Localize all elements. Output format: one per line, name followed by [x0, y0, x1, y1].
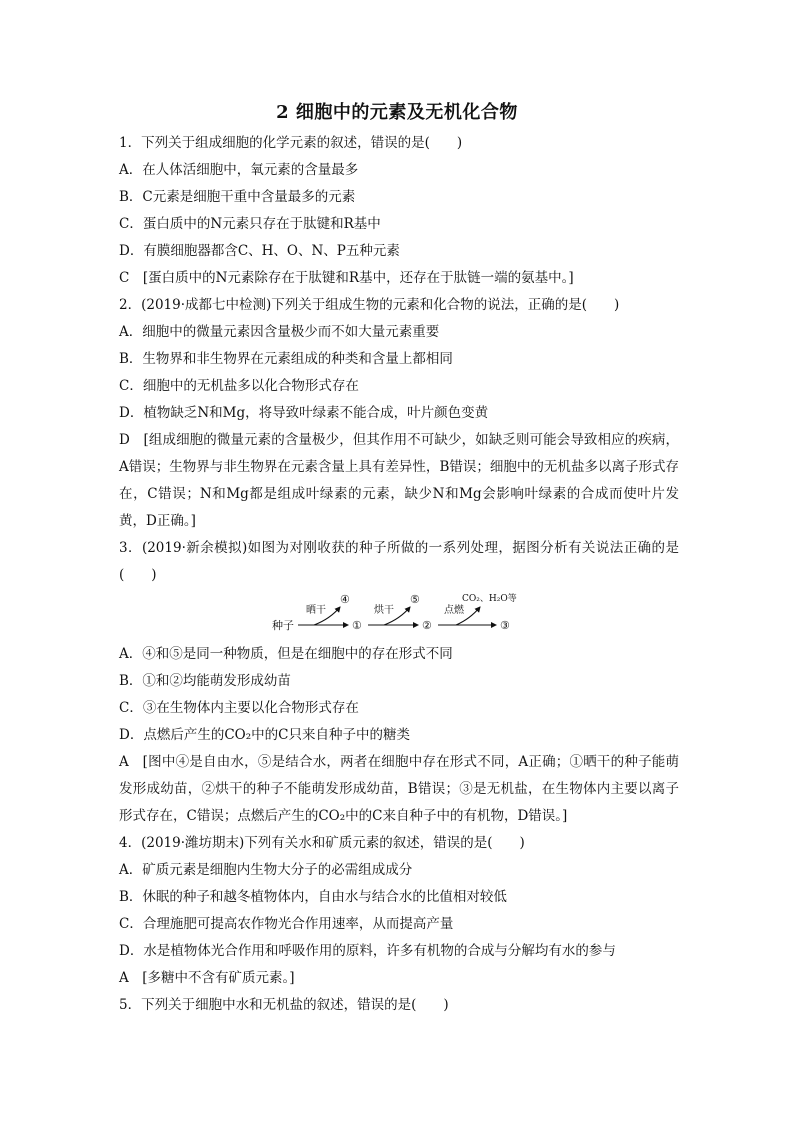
question-2-option-c: C．细胞中的无机盐多以化合物形式存在 — [119, 378, 359, 394]
question-4-option-a: A．矿质元素是细胞内生物大分子的必需组成成分 — [119, 862, 413, 878]
question-1-option-a: A．在人体活细胞中，氧元素的含量最多 — [119, 162, 359, 178]
question-2-option-b: B．生物界和非生物界在元素组成的种类和含量上都相同 — [119, 351, 453, 367]
question-1-option-b: B．C元素是细胞干重中含量最多的元素 — [119, 189, 356, 205]
question-4-option-b: B．休眠的种子和越冬植物体内，自由水与结合水的比值相对较低 — [119, 889, 507, 905]
ignite-label: 点燃 — [444, 605, 464, 616]
document-body — [119, 130, 679, 1019]
question-1-option-c: C．蛋白质中的N元素只存在于肽键和R基中 — [119, 216, 381, 232]
oven-dry-label: 烘干 — [374, 605, 394, 616]
question-4-option-d: D．水是植物体光合作用和呼吸作用的原料，许多有机物的合成与分解均有水的参与 — [119, 943, 616, 959]
question-2-option-a: A．细胞中的微量元素因含量极少而不如大量元素重要 — [119, 324, 440, 340]
product-4-label: ④ — [340, 593, 350, 606]
question-3-option-a: A．④和⑤是同一种物质，但是在细胞中的存在形式不同 — [119, 646, 453, 662]
seed-processing-diagram — [119, 589, 679, 641]
result-2-label: ② — [422, 619, 432, 632]
question-2-stem: 2．(2019·成都七中检测)下列关于组成生物的元素和化合物的说法，正确的是( ) — [119, 297, 620, 313]
question-3-stem: 3．(2019·新余模拟)如图为对刚收获的种子所做的一系列处理，据图分析有关说法正确的是( ) — [119, 540, 679, 583]
question-3-option-b: B．①和②均能萌发形成幼苗 — [119, 673, 291, 689]
question-2-answer: D [组成细胞的微量元素的含量极少，但其作用不可缺少，如缺乏则可能会导致相应的疾病，A错误；生物界与非生物界在元素含量上具有差异性，B错误；细胞中的无机盐多以离子形式存在，C错误；N和Mg都是组成叶绿素的元素，缺少N和Mg会影响叶绿素的合成而使叶片发黄，D正确。] — [119, 432, 679, 529]
question-1-answer: C [蛋白质中的N元素除存在于肽键和R基中，还存在于肽链一端的氨基中。] — [119, 270, 574, 286]
question-2-option-d: D．植物缺乏N和Mg，将导致叶绿素不能合成，叶片颜色变黄 — [119, 405, 489, 421]
question-3-option-d: D．点燃后产生的CO₂中的C只来自种子中的糖类 — [119, 727, 410, 743]
question-3-answer: A [图中④是自由水，⑤是结合水，两者在细胞中存在形式不同，A正确；①晒干的种子能萌发形成幼苗，②烘干的种子不能萌发形成幼苗，B错误；③是无机盐，在生物体内主要以离子形式存在，C错误；点燃后产生的CO₂中的C来自种子中的有机物，D错误。] — [119, 754, 679, 824]
question-1-stem: 1．下列关于组成细胞的化学元素的叙述，错误的是( ) — [119, 135, 463, 151]
question-3-option-c: C．③在生物体内主要以化合物形式存在 — [119, 700, 359, 716]
page-title: 2 细胞中的元素及无机化合物 — [276, 102, 518, 123]
result-3-label: ③ — [500, 619, 510, 632]
question-4-option-c: C．合理施肥可提高农作物光合作用速率，从而提高产量 — [119, 916, 454, 932]
gas-products-label: CO₂、H₂O等 — [462, 594, 517, 604]
result-1-label: ① — [352, 619, 362, 632]
question-1-option-d: D．有膜细胞器都含C、H、O、N、P五种元素 — [119, 243, 400, 259]
sun-dry-label: 晒干 — [306, 605, 326, 616]
question-4-answer: A [多糖中不含有矿质元素。] — [119, 970, 295, 986]
seed-label: 种子 — [272, 619, 294, 632]
product-5-label: ⑤ — [410, 593, 420, 606]
seed-processing-flow — [270, 589, 530, 641]
question-5-stem: 5．下列关于细胞中水和无机盐的叙述，错误的是( ) — [119, 997, 449, 1013]
question-4-stem: 4．(2019·潍坊期末)下列有关水和矿质元素的叙述，错误的是( ) — [119, 835, 525, 851]
